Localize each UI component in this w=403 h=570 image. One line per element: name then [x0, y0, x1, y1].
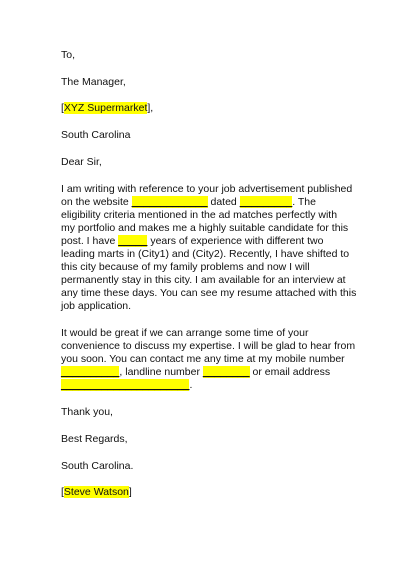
para1-line6: leading marts in (City1) and (City2). Recently, I have shifted to: [61, 248, 350, 260]
website-blank: _____________: [131, 196, 208, 208]
para1-line2-text-b: dated: [207, 196, 240, 208]
company-bracket-open: [: [61, 102, 64, 114]
para1-line2: [61, 196, 316, 209]
recipient-location: South Carolina: [61, 129, 131, 141]
salutation-to: To,: [61, 49, 76, 61]
para2-line5: [61, 379, 192, 392]
para1-line3: eligibility criteria mentioned in the ad matches perfectly with: [61, 209, 338, 221]
para2-line3: you soon. You can contact me any time at my mobile number: [61, 353, 345, 365]
date-blank: _________: [239, 196, 293, 208]
company-name: XYZ Supermarket: [63, 102, 148, 114]
para2-line4: [61, 366, 330, 379]
company-line: [61, 102, 153, 115]
years-blank: _____: [118, 235, 148, 247]
para1-line1: I am writing with reference to your job advertisement published: [61, 183, 353, 195]
company-bracket-close: ],: [147, 102, 154, 114]
sender-bracket-close: ]: [128, 486, 132, 498]
mobile-blank: __________: [61, 366, 120, 378]
para1-line2-text-a: on the website: [61, 196, 132, 208]
para2-line5-text-a: .: [189, 379, 193, 391]
para2-line4-text-a: , landline number: [119, 366, 203, 378]
closing: Best Regards,: [61, 433, 128, 445]
sender-line: [61, 486, 132, 499]
sender-location: South Carolina.: [61, 460, 134, 472]
thanks: Thank you,: [61, 406, 113, 418]
para1-line10: job application.: [61, 300, 132, 312]
para2-line1: It would be great if we can arrange some time of your: [61, 327, 309, 339]
para1-line7: this city because of my family problems and now I will: [61, 261, 310, 273]
para1-line5-text-a: post. I have: [61, 235, 119, 247]
para1-line4: my portfolio and makes me a highly suitable candidate for this: [61, 222, 349, 234]
email-blank: ______________________: [61, 379, 190, 391]
para1-line2-text-c: . The: [292, 196, 316, 208]
para1-line8: permanently stay in this city. I am available for an interview at: [61, 274, 346, 286]
recipient-title: The Manager,: [61, 76, 126, 88]
para1-line5-text-b: years of experience with different two: [147, 235, 324, 247]
para1-line5: [61, 235, 323, 248]
sender-name: Steve Watson: [63, 486, 129, 498]
para2-line2: convenience to discuss my expertise. I will be glad to hear from: [61, 340, 356, 352]
sender-bracket-open: [: [61, 486, 64, 498]
landline-blank: ________: [202, 366, 250, 378]
para1-line9: any time these days. You can see my resume attached with this: [61, 287, 357, 299]
para2-line4-text-b: or email address: [249, 366, 331, 378]
greeting: Dear Sir,: [61, 156, 102, 168]
